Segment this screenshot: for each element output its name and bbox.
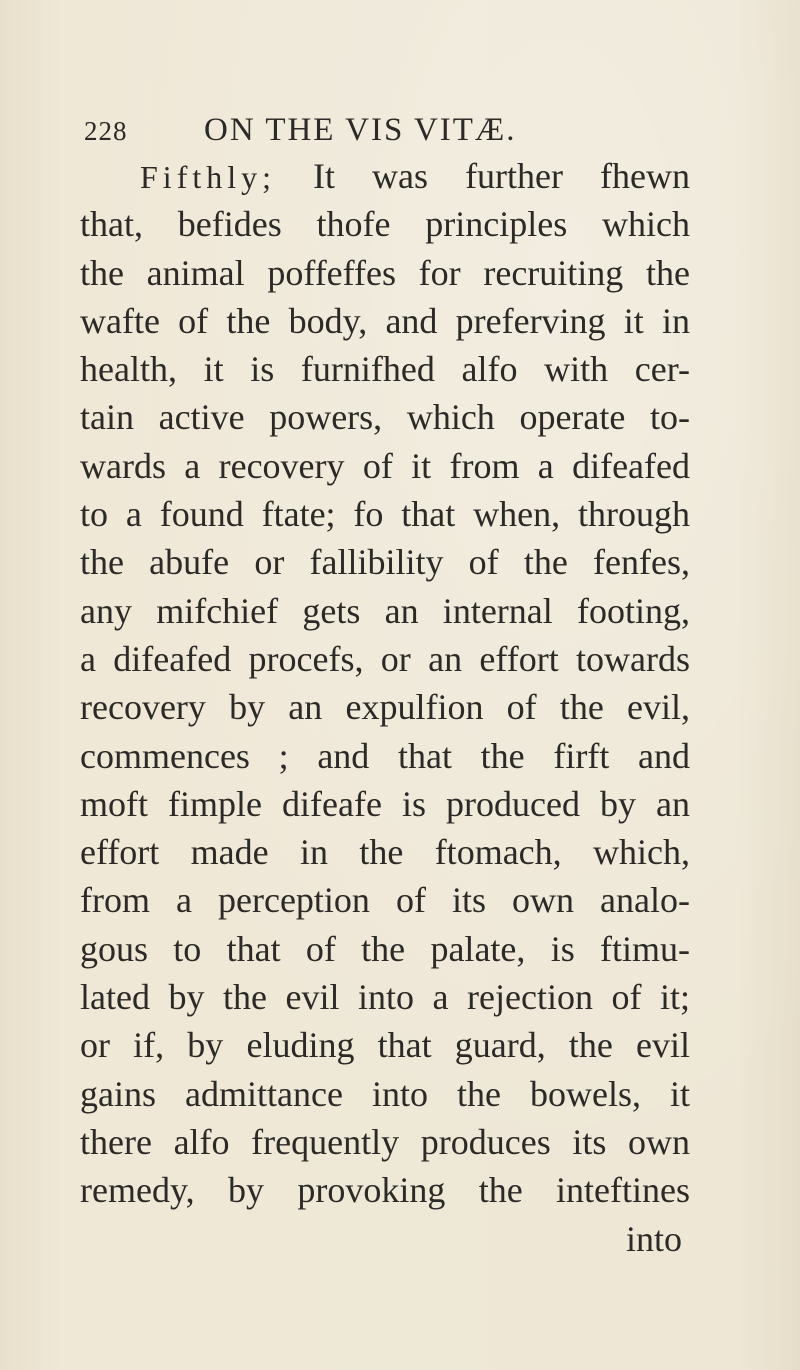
text-line: gains admittance into the bowels, it bbox=[80, 1073, 690, 1114]
page-number: 228 bbox=[84, 116, 128, 146]
text-line: to a found ftate; fo that when, through bbox=[80, 494, 690, 535]
text-line: or if, by eluding that guard, the evil bbox=[80, 1025, 690, 1066]
text-line: tain active powers, which operate to- bbox=[80, 397, 690, 438]
running-title: ON THE VIS VITÆ. bbox=[204, 112, 517, 148]
text-line: recovery by an expulfion of the evil, bbox=[80, 687, 690, 728]
body-text bbox=[80, 152, 690, 1263]
running-head bbox=[84, 112, 704, 156]
text-line: remedy, by provoking the inteftines bbox=[80, 1170, 690, 1211]
text-line: the abufe or fallibility of the fenfes, bbox=[80, 542, 690, 583]
text-line: gous to that of the palate, is ftimu- bbox=[80, 928, 690, 969]
text-line: a difeafed procefs, or an effort towards bbox=[80, 638, 690, 679]
text-line: lated by the evil into a rejection of it; bbox=[80, 977, 690, 1018]
text-line: there alfo frequently produces its own bbox=[80, 1121, 690, 1162]
lead-word: Fifthly; bbox=[140, 159, 277, 195]
text-line: any mifchief gets an internal footing, bbox=[80, 590, 690, 631]
text-line: effort made in the ftomach, which, bbox=[80, 832, 690, 873]
text-line: health, it is furnifhed alfo with cer- bbox=[80, 349, 690, 390]
text-line: Fifthly; It was further fhewn bbox=[140, 156, 691, 196]
text-line: commences ; and that the firft and bbox=[80, 735, 690, 776]
text-line: from a perception of its own analo- bbox=[80, 880, 690, 921]
text-line: that, befides thofe principles which bbox=[80, 204, 690, 245]
text-line: the animal poffeffes for recruiting the bbox=[80, 252, 690, 293]
text-line: moft fimple difeafe is produced by an bbox=[80, 783, 690, 824]
text-line: wafte of the body, and preferving it in bbox=[80, 300, 690, 341]
catchword: into bbox=[625, 1218, 682, 1259]
text-line: wards a recovery of it from a difeafed bbox=[80, 445, 690, 486]
